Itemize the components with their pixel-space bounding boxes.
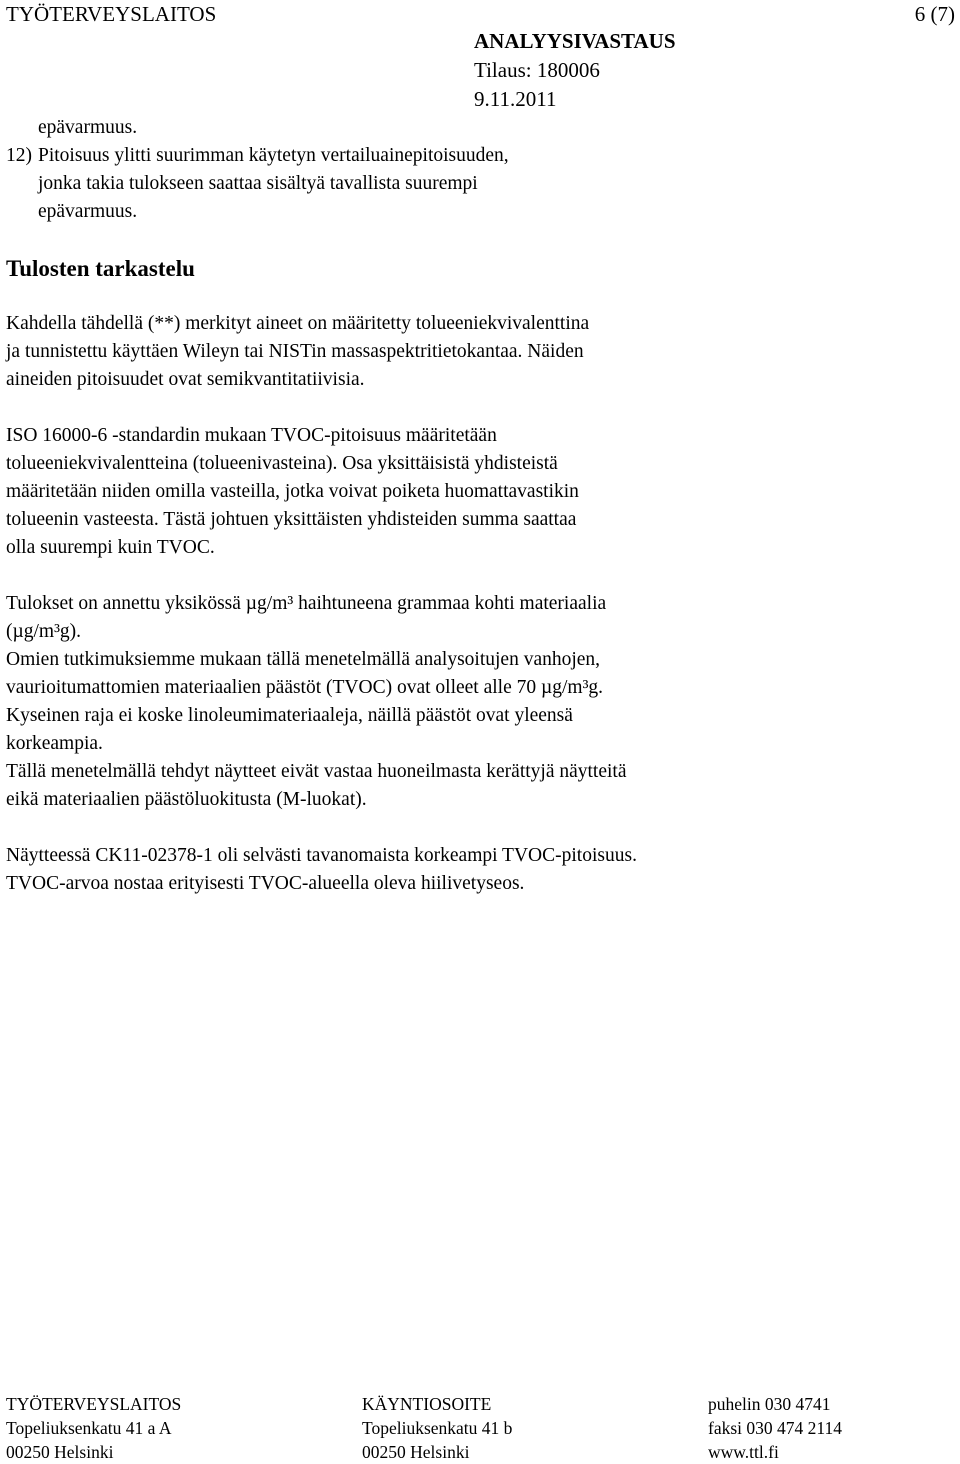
footer-line: faksi 030 474 2114 xyxy=(708,1418,842,1438)
paragraph-line: korkeampia. xyxy=(6,733,103,754)
footer-line: KÄYNTIOSOITE xyxy=(362,1394,492,1414)
footer-contact xyxy=(708,1392,842,1464)
paragraph-line: Omien tutkimuksiemme mukaan tällä menetelmällä analysoitujen vanhojen, xyxy=(6,649,601,670)
paragraph-line: Näytteessä CK11-02378-1 oli selvästi tavanomaista korkeampi TVOC-pitoisuus. xyxy=(6,845,637,866)
section-title: Tulosten tarkastelu xyxy=(6,256,195,281)
paragraph-line: (µg/m³g). xyxy=(6,621,82,642)
paragraph-line: TVOC-arvoa nostaa erityisesti TVOC-alueella oleva hiilivetyseos. xyxy=(6,873,525,894)
footer-line: TYÖTERVEYSLAITOS xyxy=(6,1394,182,1414)
paragraph-line: Kyseinen raja ei koske linoleumimateriaaleja, näillä päästöt ovat yleensä xyxy=(6,705,573,726)
paragraph xyxy=(6,422,746,562)
footer-line: puhelin 030 4741 xyxy=(708,1394,831,1414)
paragraph-line: Tulokset on annettu yksikössä µg/m³ haihtuneena grammaa kohti materiaalia xyxy=(6,593,607,614)
paragraph xyxy=(6,590,746,646)
note-12-line: epävarmuus. xyxy=(38,201,138,222)
footer-line: Topeliuksenkatu 41 b xyxy=(362,1418,513,1438)
paragraph-line: määritetään niiden omilla vasteilla, jotka voivat poiketa huomattavastikin xyxy=(6,481,579,502)
paragraph-line: vaurioitumattomien materiaalien päästöt (TVOC) ovat olleet alle 70 µg/m³g. xyxy=(6,677,604,698)
note-12-number: 12) xyxy=(6,145,32,166)
order-number: Tilaus: 180006 xyxy=(474,58,600,82)
paragraph xyxy=(6,842,746,898)
note-12-line: jonka takia tulokseen saattaa sisältyä tavallista suurempi xyxy=(38,173,478,194)
document-date: 9.11.2011 xyxy=(474,87,557,111)
note-12-line: Pitoisuus ylitti suurimman käytetyn vertailuainepitoisuuden, xyxy=(38,145,509,166)
paragraph-line: Tällä menetelmällä tehdyt näytteet eivät vastaa huoneilmasta kerättyjä näytteitä xyxy=(6,761,627,782)
footer-visiting-address xyxy=(362,1392,512,1464)
paragraph-line: tolueeniekvivalentteina (tolueenivasteina). Osa yksittäisistä yhdisteistä xyxy=(6,453,558,474)
paragraph-line: aineiden pitoisuudet ovat semikvantitatiivisia. xyxy=(6,369,365,390)
paragraph xyxy=(6,310,746,394)
paragraph-line: Kahdella tähdellä (**) merkityt aineet on määritetty tolueeniekvivalenttina xyxy=(6,313,590,334)
header-organization: TYÖTERVEYSLAITOS xyxy=(6,2,217,26)
paragraph-line: ja tunnistettu käyttäen Wileyn tai NISTin massaspektritietokantaa. Näiden xyxy=(6,341,584,362)
paragraph-line: ISO 16000-6 -standardin mukaan TVOC-pitoisuus määritetään xyxy=(6,425,497,446)
footer-line: 00250 Helsinki xyxy=(6,1442,114,1462)
paragraph-line: olla suurempi kuin TVOC. xyxy=(6,537,215,558)
paragraph-line: tolueenin vasteesta. Tästä johtuen yksittäisten yhdisteiden summa saattaa xyxy=(6,509,577,530)
footer-line: 00250 Helsinki xyxy=(362,1442,470,1462)
document-title: ANALYYSIVASTAUS xyxy=(474,29,676,53)
note-continued-line: epävarmuus. xyxy=(38,117,138,138)
paragraph-line: eikä materiaalien päästöluokitusta (M-luokat). xyxy=(6,789,367,810)
footer-organization-address xyxy=(6,1392,181,1464)
paragraph xyxy=(6,646,746,702)
paragraph xyxy=(6,702,746,758)
page-number: 6 (7) xyxy=(914,2,955,26)
footer-line: Topeliuksenkatu 41 a A xyxy=(6,1418,172,1438)
paragraph xyxy=(6,758,746,814)
footer-line: www.ttl.fi xyxy=(708,1442,779,1462)
